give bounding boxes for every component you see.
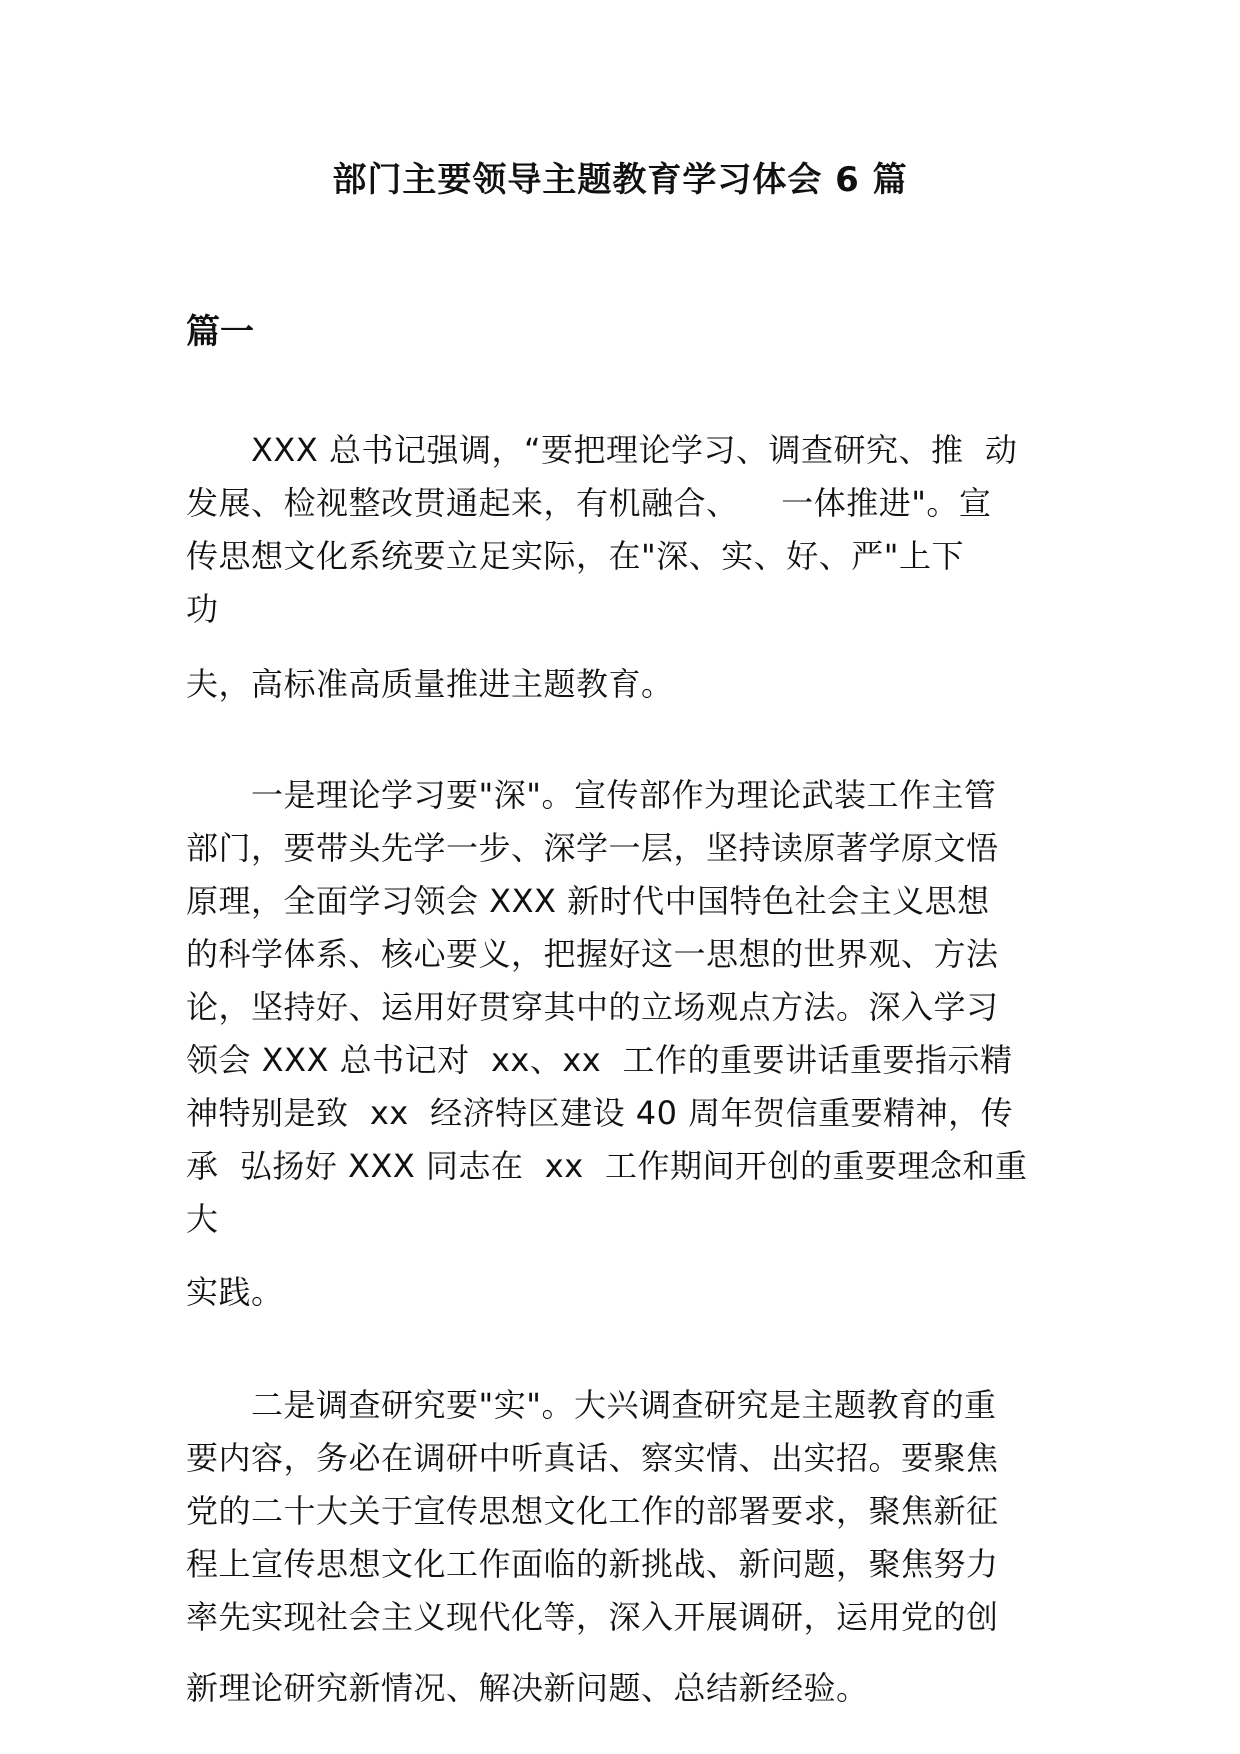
body-line: 率先实现社会主义现代化等，深入开展调研，运用党的创	[186, 1598, 999, 1636]
body-line: 部门，要带头先学一步、深学一层，坚持读原著学原文悟	[186, 829, 999, 867]
body-line: 传思想文化系统要立足实际，在"深、实、好、严"上下	[186, 537, 964, 575]
body-line: 夫，高标准高质量推进主题教育。	[186, 665, 674, 703]
body-line: 发展、检视整改贯通起来，有机融合、 一体推进"。宣	[186, 484, 992, 522]
body-line: 承 弘扬好 XXX 同志在 xx 工作期间开创的重要理念和重	[186, 1147, 1028, 1185]
body-line: 要内容，务必在调研中听真话、察实情、出实招。要聚焦	[186, 1439, 999, 1477]
body-line: 原理，全面学习领会 XXX 新时代中国特色社会主义思想	[186, 882, 990, 920]
body-line: 神特别是致 xx 经济特区建设 40 周年贺信重要精神，传	[186, 1094, 1014, 1132]
body-line: 领会 XXX 总书记对 xx、xx 工作的重要讲话重要指示精	[186, 1041, 1013, 1079]
document-title: 部门主要领导主题教育学习体会 6 篇	[332, 160, 908, 200]
body-line: XXX 总书记强调，“要把理论学习、调查研究、推 动	[186, 431, 1018, 469]
section-heading: 篇一	[186, 312, 254, 352]
body-line: 一是理论学习要"深"。宣传部作为理论武装工作主管	[186, 776, 997, 814]
body-line: 党的二十大关于宣传思想文化工作的部署要求，聚焦新征	[186, 1492, 999, 1530]
body-line: 的科学体系、核心要义，把握好这一思想的世界观、方法	[186, 935, 999, 973]
body-line: 大	[186, 1200, 219, 1238]
body-line: 程上宣传思想文化工作面临的新挑战、新问题，聚焦努力	[186, 1545, 999, 1583]
body-line: 实践。	[186, 1273, 284, 1311]
body-line: 新理论研究新情况、解决新问题、总结新经验。	[186, 1669, 869, 1707]
body-line: 功	[186, 590, 219, 628]
body-line: 论，坚持好、运用好贯穿其中的立场观点方法。深入学习	[186, 988, 999, 1026]
body-line: 二是调查研究要"实"。大兴调查研究是主题教育的重	[186, 1386, 997, 1424]
